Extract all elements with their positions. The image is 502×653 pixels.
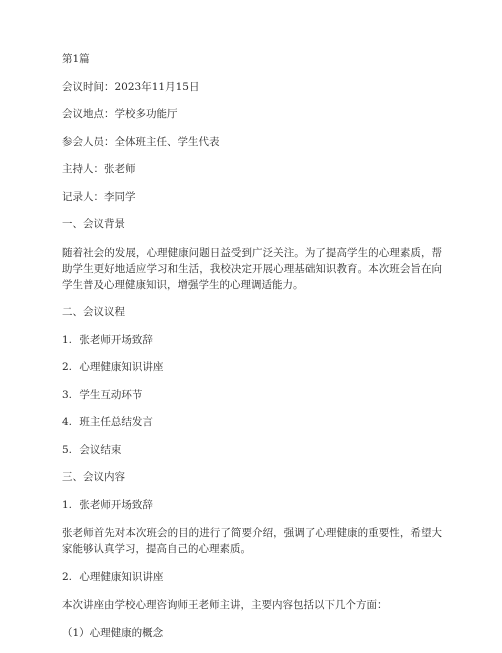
content-item-text: 张老师开场致辞 [79, 498, 153, 511]
section-agenda-title: 二、会议议程 [62, 306, 125, 318]
agenda-item-text: 心理健康知识讲座 [79, 361, 164, 373]
agenda-item [62, 388, 442, 403]
section-content-title: 三、会议内容 [62, 471, 125, 483]
meeting-recorder: 记录人：李同学 [62, 190, 136, 203]
agenda-item [62, 360, 442, 375]
agenda-item-text: 班主任总结发言 [79, 416, 153, 428]
agenda-item-number: 4. [62, 416, 73, 428]
content-item-text: 心理健康知识讲座 [79, 570, 164, 583]
document-content [62, 52, 442, 653]
agenda-item-number: 1. [62, 333, 73, 346]
content-item-number: 2. [62, 570, 73, 583]
agenda-item-number: 2. [62, 361, 73, 373]
content-subitem: （1）心理健康的概念 [62, 626, 164, 639]
content-item-title [62, 570, 442, 585]
agenda-item [62, 333, 442, 348]
meeting-attendees: 参会人员：全体班主任、学生代表 [62, 135, 220, 148]
content-item-body: 本次讲座由学校心理咨询师王老师主讲，主要内容包括以下几个方面： [62, 599, 388, 611]
agenda-item-number: 5. [62, 443, 73, 456]
agenda-item-text: 会议结束 [79, 443, 122, 456]
meeting-time: 会议时间：2023年11月15日 [62, 80, 200, 93]
meeting-place: 会议地点：学校多功能厅 [62, 108, 178, 120]
section-background-body: 随着社会的发展，心理健康问题日益受到广泛关注。为了提高学生的心理素质，帮助学生更好地适应学习和生活，我校决定开展心理基础知识教育。本次班会旨在向学生普及心理健康知识，增强学生的心理调适能力。 [62, 246, 442, 291]
document-header: 第1篇 [62, 53, 90, 65]
section-background-title: 一、会议背景 [62, 218, 125, 230]
agenda-item [62, 443, 442, 458]
content-item-body: 张老师首先对本次班会的目的进行了简要介绍，强调了心理健康的重要性，希望大家能够认真学习，提高自己的心理素质。 [62, 527, 442, 555]
agenda-item-text: 张老师开场致辞 [79, 333, 153, 346]
meeting-host: 主持人：张老师 [62, 163, 136, 175]
agenda-item-text: 学生互动环节 [79, 388, 143, 401]
agenda-item [62, 415, 442, 430]
content-item-title [62, 498, 442, 513]
agenda-item-number: 3. [62, 388, 73, 401]
content-item-number: 1. [62, 498, 73, 511]
